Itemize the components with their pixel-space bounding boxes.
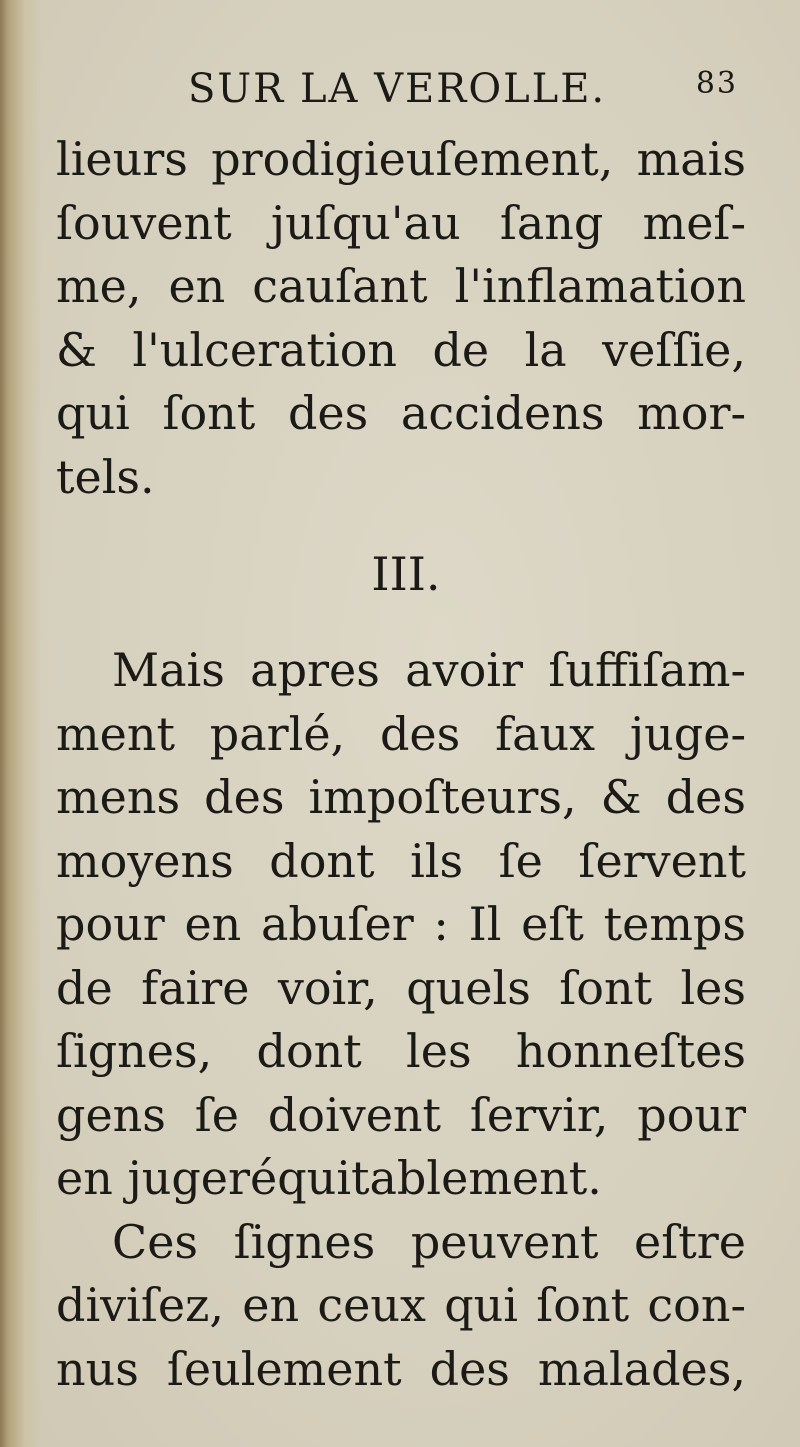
text-line: de faire voir, quels ſont les	[56, 960, 746, 1015]
text-line: gens ſe doivent ſervir, pour	[56, 1087, 746, 1142]
text-line: diviſez, en ceux qui ſont con-	[56, 1278, 746, 1332]
page-text	[56, 62, 746, 1401]
text-line: & l'ulceration de la veſſie,	[56, 322, 746, 377]
text-line: mens des impoſteurs, & des	[56, 770, 746, 824]
paragraph-signs	[56, 639, 746, 1211]
text-line: lieurs prodigieuſement, mais	[56, 132, 746, 186]
text-line: Mais apres avoir ſuffiſam-	[112, 643, 746, 697]
text-line: tels.	[56, 449, 155, 504]
section-heading: III.	[371, 547, 441, 601]
text-line: me, en cauſant l'inflamation	[56, 259, 746, 313]
paragraph-division	[56, 1211, 746, 1402]
text-line: pour en abuſer : Il eſt temps	[56, 897, 746, 951]
page-number: 83	[695, 66, 738, 101]
text-line: ment parlé, des faux juge-	[56, 706, 746, 761]
paragraph-continuation	[56, 128, 746, 509]
text-line: Ces ſignes peuvent eſtre	[112, 1214, 746, 1269]
text-line: ſouvent juſqu'au ſang meſ-	[56, 195, 746, 250]
binding-gutter	[0, 0, 42, 1447]
text-line: en jugeréquitablement.	[56, 1151, 602, 1205]
text-line: ſignes, dont les honneſtes	[56, 1024, 746, 1078]
running-title: SUR LA VEROLLE.	[188, 66, 607, 112]
text-line: moyens dont ils ſe ſervent	[56, 833, 746, 888]
text-line: nus ſeulement des malades,	[56, 1341, 746, 1396]
text-line: qui ſont des accidens mor-	[56, 386, 746, 440]
running-header	[56, 62, 746, 128]
